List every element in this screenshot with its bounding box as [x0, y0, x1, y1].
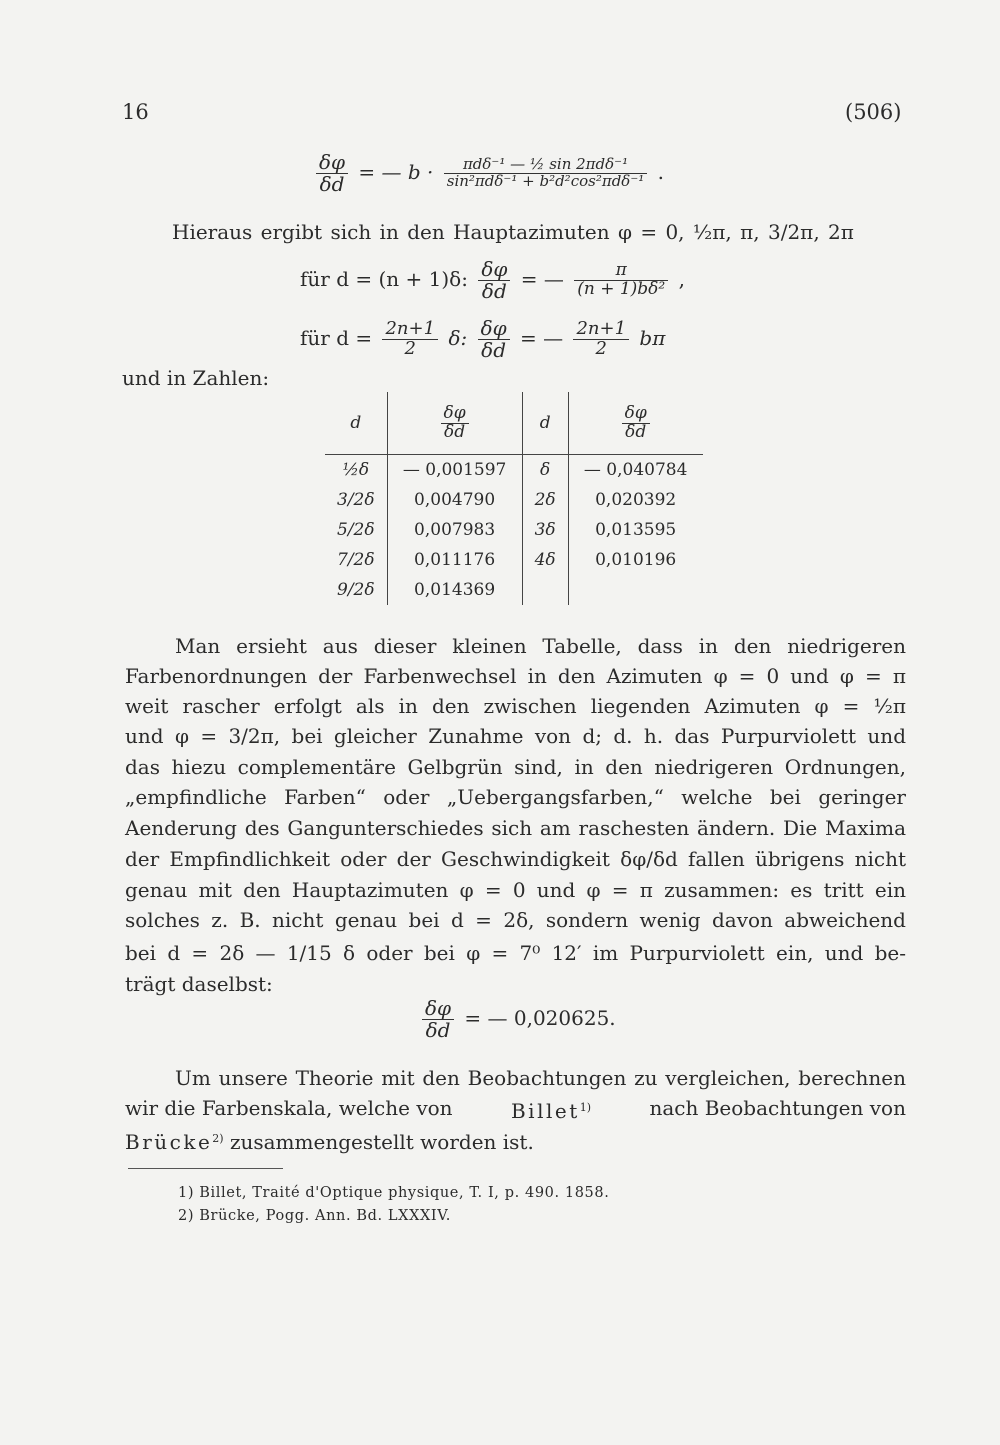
paragraph1-line: bei d = 2δ — 1/15 δ oder bei φ = 7⁰ 12′ im Purpurviolett ein, und be- — [125, 941, 906, 965]
hieraus-line: Hieraus ergibt sich in den Hauptazimuten φ = 0, ½π, π, 3/2π, 2π — [172, 220, 854, 244]
paragraph2-line: Brücke$^{2)}$ zusammengestellt worden ist. — [125, 1130, 534, 1154]
case1-formula: für d = (n + 1)δ: $\frac{\delta\varphi}{\delta d}$ = — $\frac{\pi}{\text{(n + 1)bδ²}}$ , — [300, 257, 685, 303]
paragraph2-line: Um unsere Theorie mit den Beobachtungen zu vergleichen, berechnen — [175, 1066, 906, 1090]
paragraph1-line: Man ersieht aus dieser kleinen Tabelle, dass in den niedrigeren — [175, 634, 906, 658]
table-row: 3/2δ 0,004790 2δ 0,020392 — [325, 485, 703, 515]
table-col-d: d — [325, 392, 387, 455]
citation-bruecke: Brücke — [125, 1130, 213, 1154]
table-row: 7/2δ 0,011176 4δ 0,010196 — [325, 545, 703, 575]
paragraph1-line: „empfindliche Farben“ oder „Uebergangsfarben,“ welche bei geringer — [125, 785, 906, 809]
case2-formula: für d = $\frac{2n+1}{2}$ δ: $\frac{\delta\varphi}{\delta d}$ = — $\frac{2n+1}{2}$ bπ — [300, 316, 666, 362]
paragraph1-line: Farbenordnungen der Farbenwechsel in den Azimuten φ = 0 und φ = π — [125, 664, 906, 688]
citation-billet: Billet — [510, 1099, 580, 1123]
footnote-divider — [128, 1168, 283, 1169]
table-row: ½δ — 0,001597 δ — 0,040784 — [325, 455, 703, 486]
paragraph1-line: und φ = 3/2π, bei gleicher Zunahme von d; d. h. das Purpurviolett und — [125, 724, 906, 748]
und-in-zahlen: und in Zahlen: — [122, 366, 270, 390]
table-header-row — [325, 392, 703, 455]
paragraph2-line: wir die Farbenskala, welche von Billet$^{1)}$ nach Beobachtungen von — [125, 1096, 906, 1123]
table-row: 9/2δ 0,014369 — [325, 575, 703, 605]
table-row: 5/2δ 0,007983 3δ 0,013595 — [325, 515, 703, 545]
table-col-ratio-2: $\frac{\delta\varphi}{\delta d}$ — [568, 392, 703, 455]
bracket-page-number: (506) — [845, 100, 902, 124]
page-number: 16 — [122, 100, 149, 124]
paragraph1-line: solches z. B. nicht genau bei d = 2δ, sondern wenig davon abweichend — [125, 908, 906, 932]
footnote-1: 1) Billet, Traité d'Optique physique, T. I, p. 490. 1858. — [178, 1185, 610, 1201]
table-col-ratio: $\frac{\delta\varphi}{\delta d}$ — [387, 392, 522, 455]
paragraph1-line: weit rascher erfolgt als in den zwischen liegenden Azimuten φ = ½π — [125, 694, 906, 718]
table-col-d-2: d — [522, 392, 568, 455]
values-table — [325, 392, 703, 605]
formula-final: $\frac{\delta\varphi}{\delta d}$ = — 0,020625. — [418, 998, 616, 1041]
formula-top: $\frac{\delta\varphi}{\delta d}$ = — b · $\frac{\text{πdδ⁻¹ — ½ sin 2πdδ⁻¹}}{\text{sin²πdδ⁻¹ + b²d²cos²πdδ⁻¹}}$ . — [312, 152, 664, 195]
paragraph1-line: genau mit den Hauptazimuten φ = 0 und φ = π zusammen: es tritt ein — [125, 878, 906, 902]
paragraph1-line: das hiezu complementäre Gelbgrün sind, in den niedrigeren Ordnungen, — [125, 755, 906, 779]
paragraph1-line: trägt daselbst: — [125, 972, 273, 996]
footnote-2: 2) Brücke, Pogg. Ann. Bd. LXXXIV. — [178, 1208, 451, 1224]
paragraph1-line: der Empfindlichkeit oder der Geschwindigkeit δφ/δd fallen übrigens nicht — [125, 847, 906, 871]
paragraph1-line: Aenderung des Gangunterschiedes sich am raschesten ändern. Die Maxima — [125, 816, 906, 840]
formula-top-rhs: $\frac{\text{πdδ⁻¹ — ½ sin 2πdδ⁻¹}}{\text{sin²πdδ⁻¹ + b²d²cos²πdδ⁻¹}}$ — [444, 157, 648, 190]
formula-top-lhs: $\frac{\delta\varphi}{\delta d}$ — [316, 152, 348, 195]
